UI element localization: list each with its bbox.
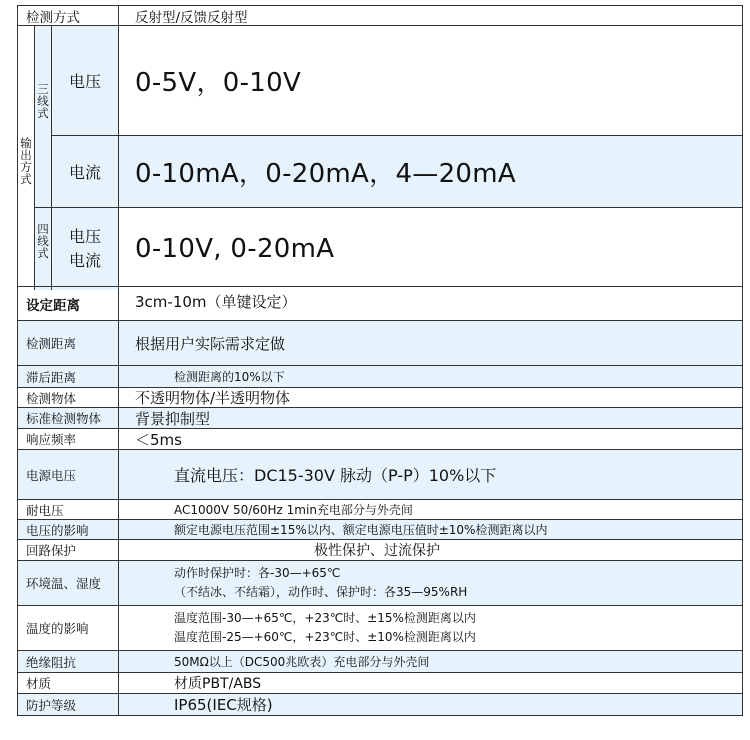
row-label: 响应频率	[18, 429, 119, 449]
row-label: 检测物体	[18, 388, 119, 407]
row-label: 防护等级	[18, 694, 119, 715]
row-value-text: 极性保护、过流保护	[314, 543, 440, 559]
table-row	[17, 388, 743, 408]
header-value: 反射型/反馈反射型	[135, 9, 248, 26]
row-value	[119, 408, 742, 428]
row-label: 温度的影响	[18, 606, 119, 650]
row-value	[119, 287, 742, 320]
output-block	[17, 26, 743, 290]
row-value-line-2: （不结冰、不结霜），动作时、保护时：各35—95%RH	[174, 585, 468, 599]
row-value-text: 材质PBT/ABS	[174, 676, 262, 692]
table-row	[17, 366, 743, 388]
row-value-text: 3cm-10m（单键设定）	[135, 293, 297, 311]
row-value	[119, 450, 742, 499]
row-value-text: ＜5ms	[135, 430, 182, 449]
row-value	[119, 673, 742, 693]
row-label: 环境温、湿度	[18, 561, 119, 605]
output-group-label: 输 出 方 式	[20, 136, 32, 186]
row-value-text: 根据用户实际需求定做	[135, 334, 286, 353]
row-value	[119, 388, 742, 407]
row-value	[119, 520, 742, 539]
row-value	[119, 321, 742, 365]
four-wire-label-cell	[52, 208, 118, 290]
table-row	[17, 606, 743, 651]
table-row	[17, 450, 743, 500]
row-value-text: 背景抑制型	[135, 409, 211, 428]
row-value	[119, 606, 742, 650]
table-row	[17, 408, 743, 429]
table-row	[17, 5, 743, 26]
row-value-line-2: 温度范围-25—+60℃，+23℃时、±10%检测距离以内	[174, 630, 476, 644]
row-label: 电源电压	[18, 450, 119, 499]
row-value	[119, 694, 742, 715]
table-row	[17, 520, 743, 540]
row-label: 材质	[18, 673, 119, 693]
row-label: 绝缘阻抗	[18, 651, 119, 672]
row-label: 耐电压	[18, 500, 119, 519]
three-wire-current-label: 电流	[52, 136, 118, 207]
row-value	[119, 651, 742, 672]
table-row	[17, 286, 743, 321]
three-wire-voltage-value: 0-5V，0-10V	[135, 68, 302, 98]
row-value-text: 直流电压：DC15-30V 脉动（P-P）10%以下	[174, 466, 497, 485]
table-row	[17, 561, 743, 606]
row-value-line-1: 动作时保护时：各-30—+65℃	[174, 566, 341, 580]
row-label: 检测距离	[18, 321, 119, 365]
table-row	[17, 673, 743, 694]
table-row	[17, 540, 743, 561]
row-label: 标准检测物体	[18, 408, 119, 428]
row-value-text: 检测距离的10%以下	[174, 370, 285, 384]
header-label: 检测方式	[18, 6, 119, 25]
four-wire-value: 0-10V, 0-20mA	[135, 234, 335, 264]
row-value-text: AC1000V 50/60Hz 1min充电部分与外壳间	[174, 503, 413, 517]
table-row	[17, 651, 743, 673]
row-value	[119, 561, 742, 605]
row-value-text: IP65(IEC规格)	[174, 696, 273, 714]
row-value	[119, 366, 742, 387]
row-value	[119, 429, 742, 449]
table-row	[17, 321, 743, 366]
row-value	[119, 500, 742, 519]
row-value-text: 50MΩ以上（DC500兆欧表）充电部分与外壳间	[174, 655, 430, 669]
row-value-text: 不透明物体/半透明物体	[135, 389, 291, 407]
four-wire-current-label: 电流	[68, 251, 101, 270]
four-wire-label: 四 线 式	[37, 222, 49, 260]
row-value	[119, 540, 742, 560]
three-wire-current-value: 0-10mA，0-20mA，4—20mA	[135, 159, 516, 189]
three-wire-voltage-label: 电压	[52, 26, 118, 135]
row-label: 设定距离	[18, 287, 119, 320]
row-label: 电压的影响	[18, 520, 119, 539]
table-row	[17, 500, 743, 520]
row-label: 回路保护	[18, 540, 119, 560]
table-row	[17, 694, 743, 716]
four-wire-voltage-label: 电压	[68, 227, 101, 246]
row-value-text: 额定电源电压范围±15%以内、额定电源电压值时±10%检测距离以内	[174, 523, 548, 537]
three-wire-label: 三 线 式	[37, 82, 49, 120]
row-value-line-1: 温度范围-30—+65℃，+23℃时、±15%检测距离以内	[174, 611, 476, 625]
table-row	[17, 429, 743, 450]
row-label: 滞后距离	[18, 366, 119, 387]
